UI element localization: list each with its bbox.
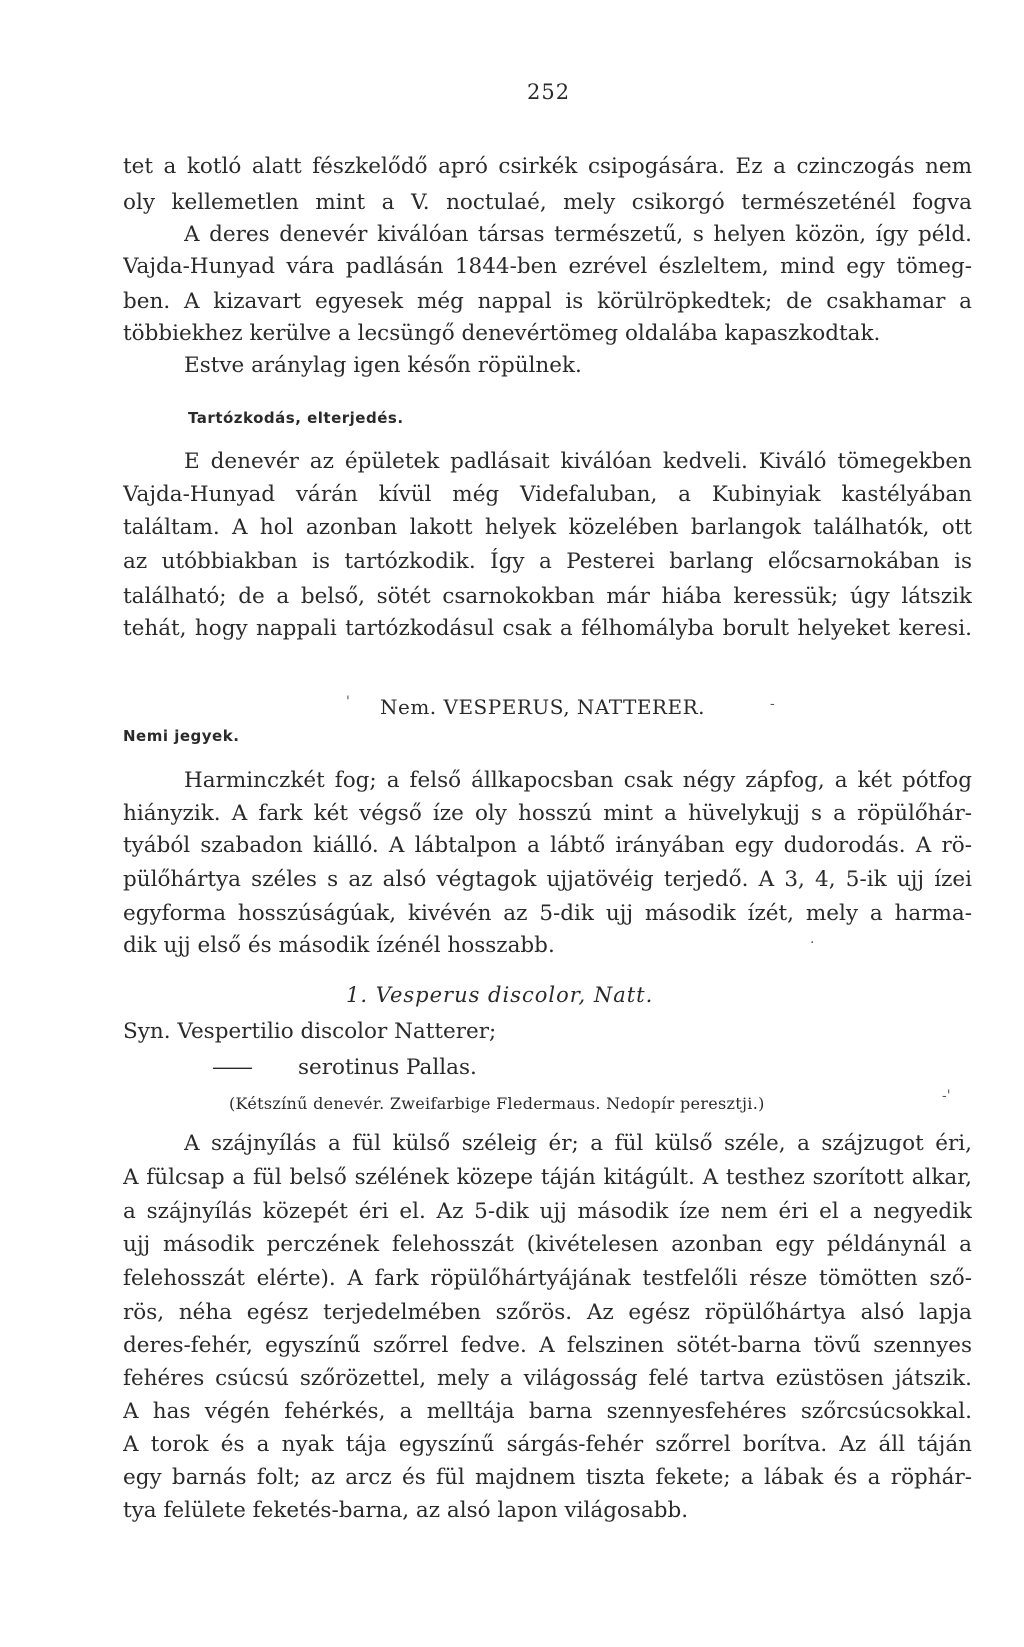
- text-line: többiekhez kerülve a lecsüngő denevértömeg oldalába kapaszkodtak.: [123, 321, 881, 346]
- text-line: deres-fehér, egyszínű szőrrel fedve. A felszinen sötét-barna tövű szennyes: [123, 1333, 972, 1358]
- text-line: A szájnyílás a fül külső széleig ér; a fül külső széle, a szájzugot éri,: [184, 1131, 972, 1156]
- synonym-line: [212, 1055, 477, 1080]
- section-heading-genus-traits: Nemi jegyek.: [123, 727, 240, 745]
- text-line: A torok és a nyak tája egyszínű sárgás-fehér szőrrel borítva. Az áll táján: [123, 1432, 972, 1457]
- text-line: tya felülete feketés-barna, az alsó lapon világosabb.: [123, 1498, 689, 1523]
- species-heading: 1. Vesperus discolor, Natt.: [346, 983, 654, 1007]
- print-speck: ·: [810, 935, 815, 951]
- text-line: található; de a belső, sötét csarnokokban már hiába keressük; úgy látszik: [123, 584, 972, 609]
- text-line: a szájnyílás közepét éri el. Az 5-dik ujj második íze nem éri el a negyedik: [123, 1199, 972, 1224]
- page-number: 252: [527, 80, 571, 104]
- vernacular-names: (Kétszínű denevér. Zweifarbige Fledermaus. Nedopír peresztji.): [229, 1094, 765, 1113]
- text-line: egyforma hosszúságúak, kivévén az 5-dik ujj második ízét, mely a harma-: [123, 901, 972, 926]
- print-speck: -': [942, 1088, 951, 1104]
- text-line: találtam. A hol azonban lakott helyek közelében barlangok találhatók, ott: [123, 515, 972, 540]
- text-line: Vajda-Hunyad vára padlásán 1844-ben ezrével észleltem, mind egy tömeg-: [123, 254, 972, 279]
- text-line: A fülcsap a fül belső szélének közepe táján kitágúlt. A testhez szorított alkar,: [123, 1165, 972, 1190]
- text-line: oly kellemetlen mint a V. noctulaé, mely csikorgó természeténél fogva: [123, 190, 972, 215]
- text-line: tehát, hogy nappali tartózkodásul csak a félhomályba borult helyeket keresi.: [123, 616, 972, 641]
- text-line: az utóbbiakban is tartózkodik. Így a Pesterei barlang előcsarnokában is: [123, 549, 972, 574]
- text-line: ben. A kizavart egyesek még nappal is körülröpkedtek; de csakhamar a: [123, 289, 972, 314]
- section-heading-habitat: Tartózkodás, elterjedés.: [188, 409, 404, 427]
- ditto-dash: [212, 1055, 270, 1080]
- text-line: pülőhártya széles s az alsó végtagok ujjatövéig terjedő. A 3, 4, 5-ik ujj ízei: [123, 867, 972, 892]
- text-line: ujj második perczének felehosszát (kivételesen azonban egy példánynál a: [123, 1232, 972, 1257]
- text-line: egy barnás folt; az arcz és fül majdnem tiszta fekete; a lábak és a röphár-: [123, 1465, 972, 1490]
- print-speck: -: [770, 696, 775, 712]
- text-line: felehosszát elérte). A fark röpülőhártyájának testfelőli része tömötten sző-: [123, 1266, 972, 1291]
- text-line: E denevér az épületek padlásait kiválóan kedveli. Kiváló tömegekben: [184, 449, 972, 474]
- text-line: Harminczkét fog; a felső állkapocsban csak négy zápfog, a két pótfog: [184, 768, 972, 793]
- text-line: hiányzik. A fark két végső íze oly hosszú mint a hüvelykujj s a röpülőhár-: [123, 801, 972, 826]
- text-line: tet a kotló alatt fészkelődő apró csirkék csipogására. Ez a czinczogás nem: [123, 154, 972, 179]
- text-line: Vajda-Hunyad várán kívül még Videfaluban, a Kubinyiak kastélyában: [123, 482, 972, 507]
- text-line: A has végén fehérkés, a melltája barna szennyesfehéres szőrcsúcsokkal.: [123, 1399, 972, 1424]
- print-speck: ': [346, 694, 350, 710]
- text-line: rös, néha egész terjedelmében szőrös. Az egész röpülőhártya alsó lapja: [123, 1300, 972, 1325]
- synonym-line: Syn. Vespertilio discolor Natterer;: [123, 1019, 497, 1044]
- text-line: dik ujj első és második ízénél hosszabb.: [123, 933, 555, 958]
- text-line: fehéres csúcsú szőrözettel, mely a világosság felé tartva ezüstösen játszik.: [123, 1366, 972, 1391]
- text-line: A deres denevér kiválóan társas természetű, s helyen közön, így péld.: [184, 222, 972, 247]
- text-line: tyából szabadon kiálló. A lábtalpon a lábtő irányában egy dudorodás. A rö-: [123, 833, 972, 858]
- genus-heading: Nem. VESPERUS, NATTERER.: [380, 695, 706, 719]
- text-line: Estve aránylag igen későn röpülnek.: [184, 353, 582, 378]
- synonym-name: serotinus Pallas.: [298, 1055, 477, 1080]
